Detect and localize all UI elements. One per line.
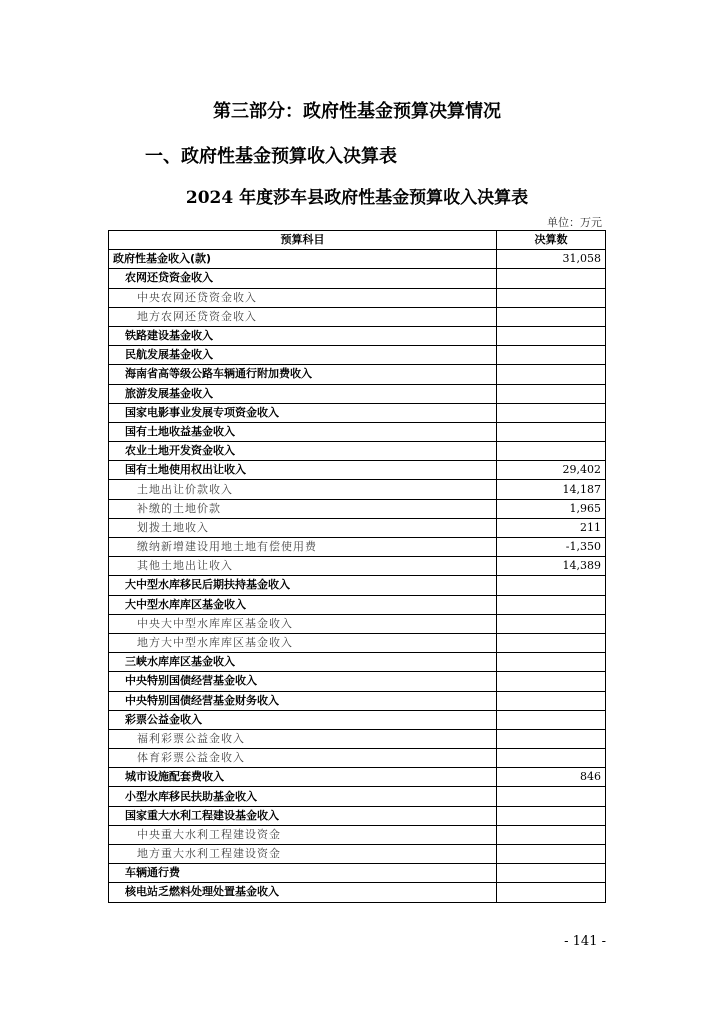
- table-row: [109, 768, 606, 787]
- header-budget-subject: 预算科目: [109, 231, 497, 250]
- table-row: [109, 672, 606, 691]
- row-subject: 城市设施配套费收入: [109, 768, 497, 787]
- row-amount: [497, 729, 606, 748]
- table-row: [109, 729, 606, 748]
- table-row: [109, 633, 606, 652]
- row-amount: [497, 825, 606, 844]
- row-subject: 福利彩票公益金收入: [109, 729, 497, 748]
- row-amount: [497, 403, 606, 422]
- row-amount: [497, 633, 606, 652]
- row-amount: [497, 365, 606, 384]
- table-row: [109, 461, 606, 480]
- row-amount: [497, 576, 606, 595]
- table-title: 2024 年度莎车县政府性基金预算收入决算表: [185, 188, 529, 208]
- table-row: [109, 614, 606, 633]
- row-subject: 农网还贷资金收入: [109, 269, 497, 288]
- row-subject: 政府性基金收入(款): [109, 250, 497, 269]
- row-amount: [497, 595, 606, 614]
- row-subject: 地方农网还贷资金收入: [109, 307, 497, 326]
- table-row: [109, 691, 606, 710]
- table-row: [109, 250, 606, 269]
- row-amount: 14,389: [497, 557, 606, 576]
- row-subject: 大中型水库移民后期扶持基金收入: [109, 576, 497, 595]
- row-subject: 铁路建设基金收入: [109, 326, 497, 345]
- row-amount: 14,187: [497, 480, 606, 499]
- row-subject: 中央特别国债经营基金收入: [109, 672, 497, 691]
- row-subject: 彩票公益金收入: [109, 710, 497, 729]
- row-subject: 地方大中型水库库区基金收入: [109, 633, 497, 652]
- row-subject: 旅游发展基金收入: [109, 384, 497, 403]
- row-subject: 划拨土地收入: [109, 518, 497, 537]
- row-amount: 1,965: [497, 499, 606, 518]
- row-subject: 三峡水库库区基金收入: [109, 653, 497, 672]
- row-amount: -1,350: [497, 538, 606, 557]
- table-row: [109, 326, 606, 345]
- table-row: [109, 787, 606, 806]
- table-row: [109, 384, 606, 403]
- row-amount: [497, 749, 606, 768]
- row-amount: [497, 326, 606, 345]
- row-subject: 中央农网还贷资金收入: [109, 288, 497, 307]
- row-subject: 农业土地开发资金收入: [109, 442, 497, 461]
- page-number: - 141 -: [564, 934, 606, 949]
- row-amount: [497, 307, 606, 326]
- row-amount: 29,402: [497, 461, 606, 480]
- table-row: [109, 518, 606, 537]
- row-subject: 民航发展基金收入: [109, 346, 497, 365]
- row-amount: [497, 614, 606, 633]
- row-amount: [497, 806, 606, 825]
- part-title: 第三部分：政府性基金预算决算情况: [213, 101, 501, 122]
- row-subject: 核电站乏燃料处理处置基金收入: [109, 883, 497, 902]
- row-subject: 补缴的土地价款: [109, 499, 497, 518]
- row-subject: 海南省高等级公路车辆通行附加费收入: [109, 365, 497, 384]
- row-subject: 中央特别国债经营基金财务收入: [109, 691, 497, 710]
- row-subject: 地方重大水利工程建设资金: [109, 845, 497, 864]
- row-subject: 土地出让价款收入: [109, 480, 497, 499]
- table-row: [109, 307, 606, 326]
- row-subject: 大中型水库库区基金收入: [109, 595, 497, 614]
- row-amount: [497, 288, 606, 307]
- row-subject: 小型水库移民扶助基金收入: [109, 787, 497, 806]
- row-subject: 国家重大水利工程建设基金收入: [109, 806, 497, 825]
- row-amount: 846: [497, 768, 606, 787]
- table-body: [109, 250, 606, 902]
- table-row: [109, 346, 606, 365]
- table-row: [109, 595, 606, 614]
- row-amount: [497, 269, 606, 288]
- row-amount: [497, 672, 606, 691]
- table-row: [109, 653, 606, 672]
- row-subject: 缴纳新增建设用地土地有偿使用费: [109, 538, 497, 557]
- row-subject: 国有土地收益基金收入: [109, 422, 497, 441]
- row-amount: [497, 710, 606, 729]
- row-amount: [497, 787, 606, 806]
- row-amount: [497, 883, 606, 902]
- unit-label: 单位：万元: [547, 216, 602, 229]
- row-amount: [497, 864, 606, 883]
- table-row: [109, 269, 606, 288]
- row-amount: [497, 653, 606, 672]
- table-row: [109, 825, 606, 844]
- table-row: [109, 403, 606, 422]
- row-amount: [497, 422, 606, 441]
- table-row: [109, 422, 606, 441]
- table-row: [109, 288, 606, 307]
- table-header-row: [109, 231, 606, 250]
- table-row: [109, 749, 606, 768]
- table-row: [109, 538, 606, 557]
- table-row: [109, 845, 606, 864]
- table-row: [109, 883, 606, 902]
- row-amount: 211: [497, 518, 606, 537]
- table-row: [109, 710, 606, 729]
- row-subject: 国有土地使用权出让收入: [109, 461, 497, 480]
- table-row: [109, 864, 606, 883]
- table-row: [109, 557, 606, 576]
- header-final-amount: 决算数: [497, 231, 606, 250]
- row-amount: [497, 384, 606, 403]
- table-row: [109, 499, 606, 518]
- row-subject: 体育彩票公益金收入: [109, 749, 497, 768]
- section-title: 一、政府性基金预算收入决算表: [145, 146, 397, 167]
- revenue-table: [108, 230, 606, 903]
- row-amount: [497, 442, 606, 461]
- row-amount: [497, 845, 606, 864]
- row-amount: 31,058: [497, 250, 606, 269]
- row-subject: 国家电影事业发展专项资金收入: [109, 403, 497, 422]
- table-row: [109, 365, 606, 384]
- row-subject: 其他土地出让收入: [109, 557, 497, 576]
- table-row: [109, 576, 606, 595]
- table-row: [109, 442, 606, 461]
- row-subject: 车辆通行费: [109, 864, 497, 883]
- row-amount: [497, 691, 606, 710]
- row-subject: 中央重大水利工程建设资金: [109, 825, 497, 844]
- row-amount: [497, 346, 606, 365]
- row-subject: 中央大中型水库库区基金收入: [109, 614, 497, 633]
- table-row: [109, 480, 606, 499]
- table-row: [109, 806, 606, 825]
